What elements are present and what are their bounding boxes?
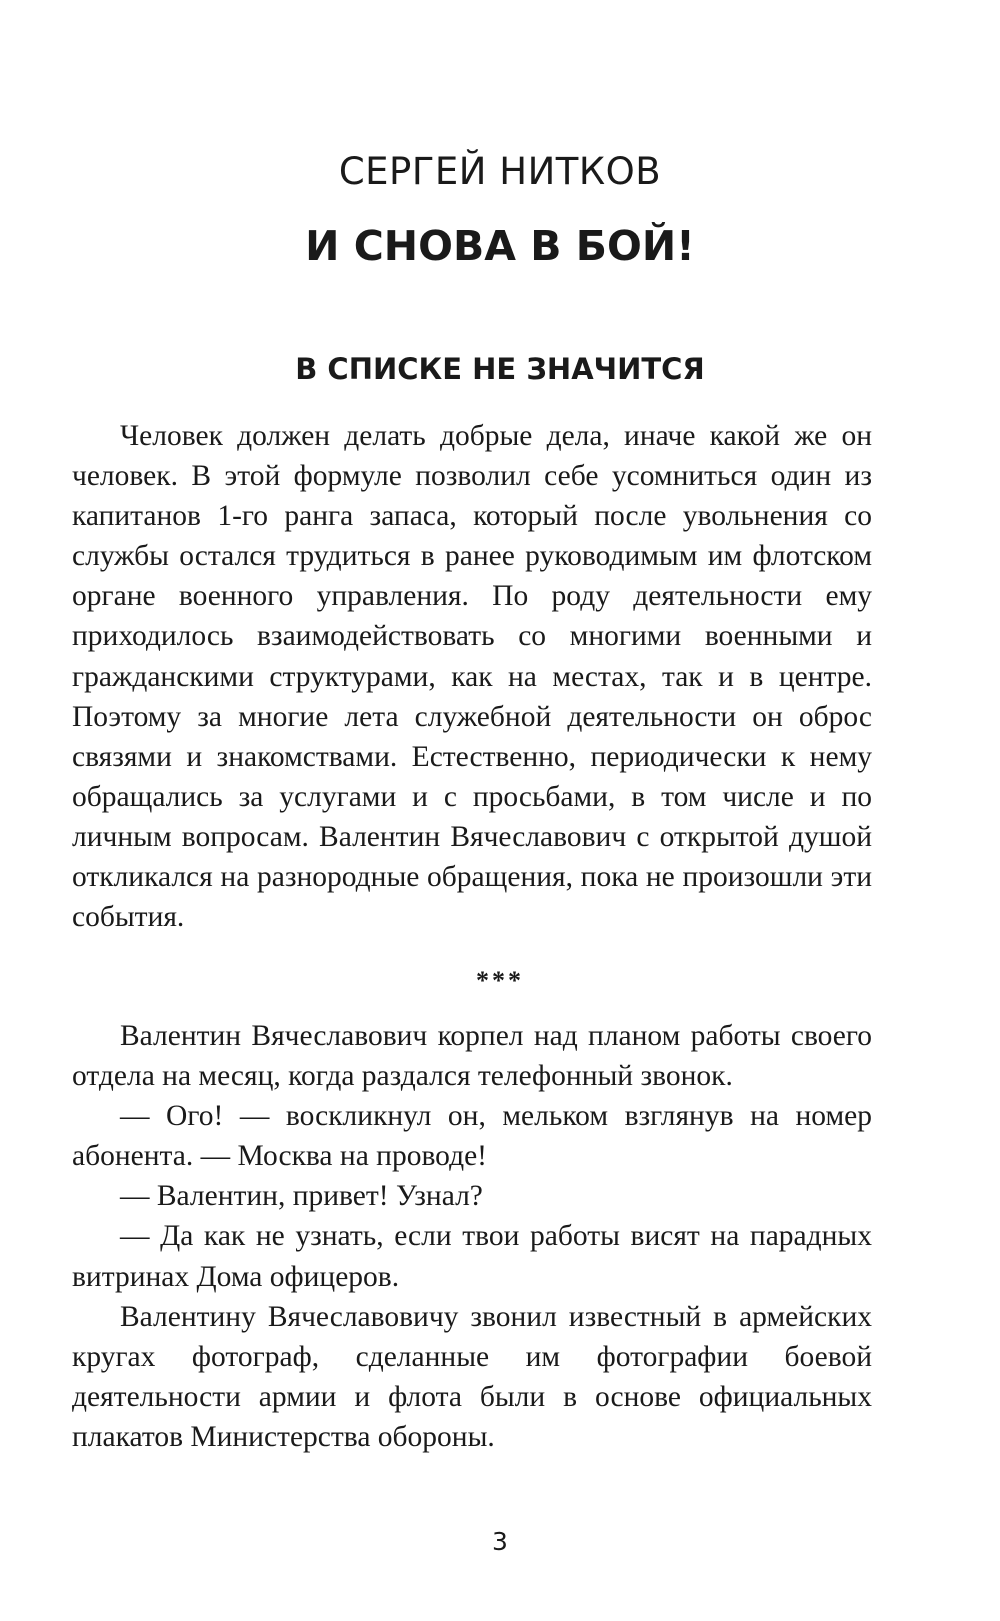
dialogue-line: — Валентин, привет! Узнал? (120, 1180, 483, 1213)
book-title: И СНОВА В БОЙ! (305, 222, 695, 270)
paragraph: Валентин Вячеславович корпел над планом работы своего отдела на месяц, когда раздался телефонный звонок. (72, 1020, 872, 1093)
author-name: СЕРГЕЙ НИТКОВ (338, 150, 662, 193)
section-separator: *** (476, 966, 524, 995)
chapter-intro-text (72, 416, 872, 937)
paragraph: Валентину Вячеславовичу звонил известный в армейских кругах фотограф, сделанные им фотографии боевой деятельности армии и флота были в основе официальных плакатов Министерства обороны. (72, 1300, 872, 1453)
page-number: 3 (492, 1527, 508, 1556)
dialogue-line: — Да как не узнать, если твои работы висят на парадных витринах Дома офицеров. (72, 1220, 872, 1293)
chapter-main-text (72, 1016, 872, 1457)
paragraph: Человек должен делать добрые дела, иначе какой же он человек. В этой формуле позволил себе усомниться один из капитанов 1-го ранга запаса, который после увольнения со службы остался трудиться в ранее руководимым им флотском органе военного управления. По роду деятельности ему приходилось взаимодействовать со многими военными и гражданскими структурами, как на местах, так и в центре. Поэтому за многие лета служебной деятельности он оброс связями и знакомствами. Естественно, периодически к нему обращались за услугами и с просьбами, в том числе и по личным вопросам. Валентин Вячеславович с открытой душой откликался на разнородные обращения, пока не произошли эти события. (72, 420, 872, 934)
chapter-title: В СПИСКЕ НЕ ЗНАЧИТСЯ (295, 352, 705, 386)
dialogue-line: — Ого! — воскликнул он, мельком взглянув на номер абонента. — Москва на проводе! (72, 1100, 872, 1173)
